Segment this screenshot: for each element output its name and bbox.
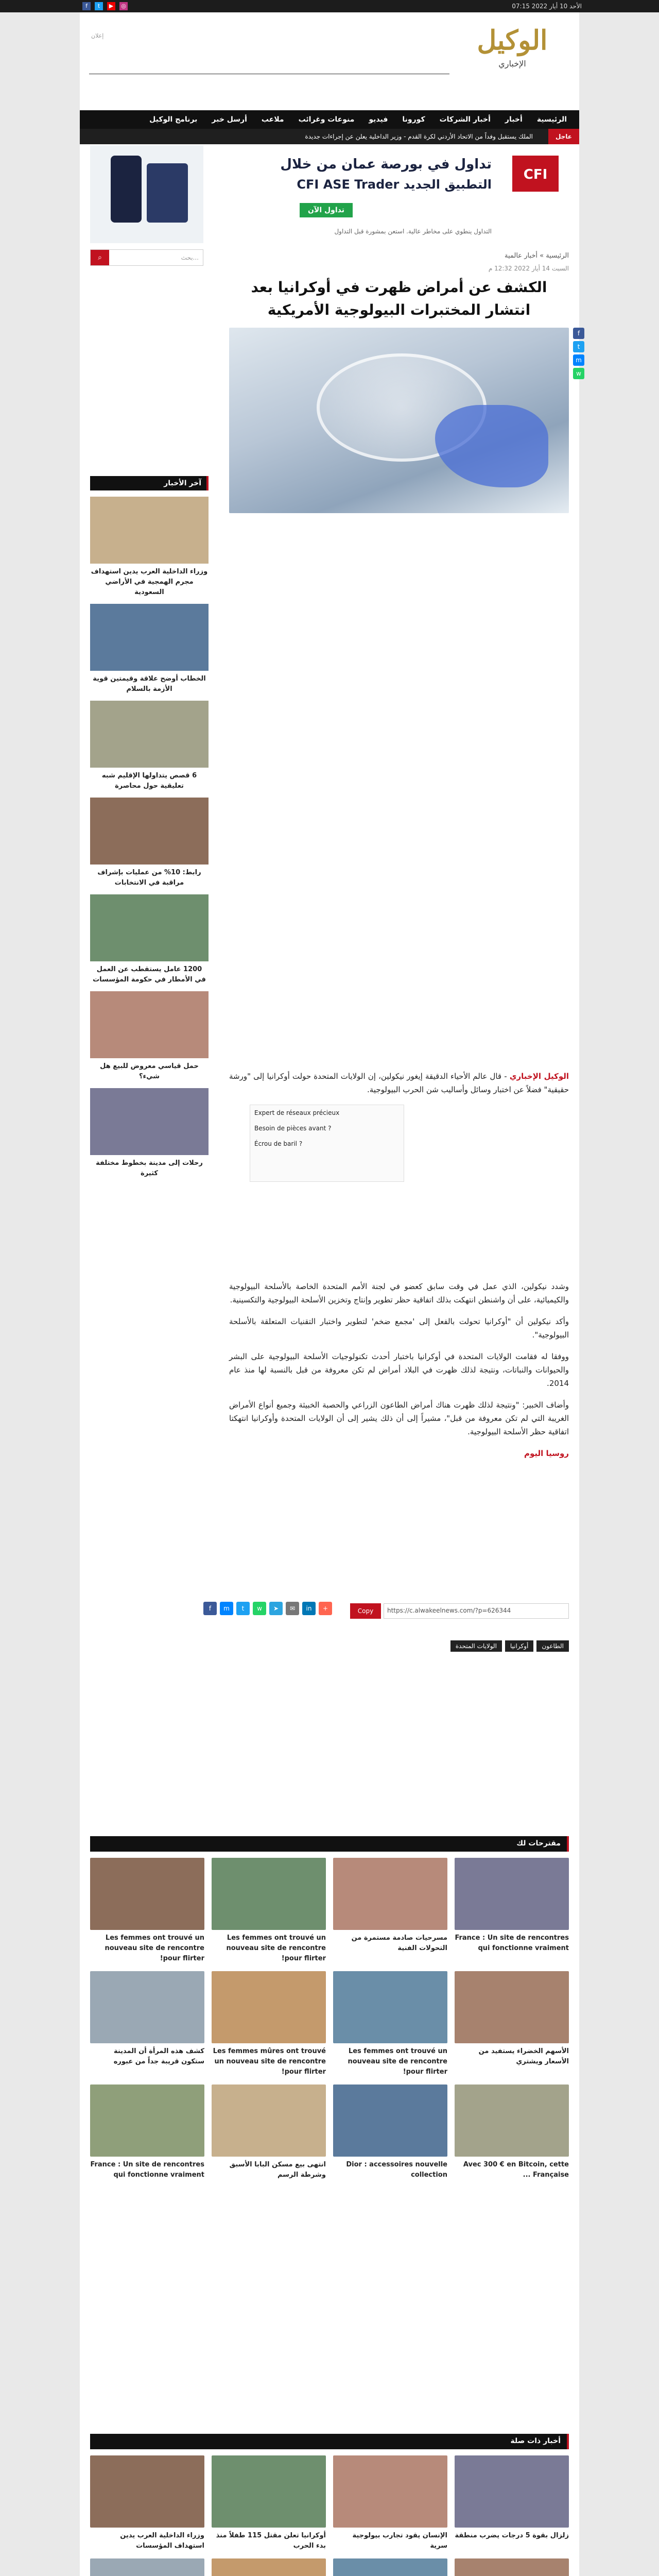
sidebar-thumbnail[interactable] [90, 894, 209, 961]
latest-thumbnail[interactable] [212, 2455, 326, 2528]
related-card[interactable] [212, 2084, 326, 2180]
latest-thumbnail[interactable] [90, 2455, 204, 2528]
banner-disclaimer: التداول ينطوي على مخاطر عالية. استعن بمشورة قبل التداول [334, 228, 492, 235]
latest-card[interactable] [212, 2455, 326, 2551]
sidebar-thumbnail[interactable] [90, 701, 209, 768]
whatsapp-share-icon[interactable]: w [573, 368, 584, 379]
related-thumbnail[interactable] [212, 1971, 326, 2043]
tag-link[interactable]: الطاعون [536, 1640, 569, 1652]
facebook-icon[interactable]: f [203, 1602, 217, 1615]
sidebar-news-item[interactable] [90, 701, 209, 791]
related-card[interactable] [90, 2084, 204, 2180]
latest-card[interactable] [333, 2455, 447, 2551]
related-thumbnail[interactable] [333, 1858, 447, 1930]
paragraph-1 [229, 1070, 569, 1096]
nav-item[interactable]: كورونا [402, 115, 425, 124]
related-thumbnail[interactable] [333, 1971, 447, 2043]
sidebar [90, 476, 209, 1179]
sidebar-caption[interactable]: رابط: 10% من عمليات بإشراف مراقبة في الانتخابات [97, 869, 201, 887]
nav-item[interactable]: برنامج الوكيل [149, 115, 198, 124]
latest-thumbnail[interactable] [333, 2455, 447, 2528]
related-card[interactable] [333, 2084, 447, 2180]
nav-item[interactable]: أخبار [505, 115, 523, 124]
instagram-icon[interactable]: ◎ [119, 2, 128, 10]
sidebar-news-item[interactable] [90, 894, 209, 985]
nav-item[interactable]: فيديو [369, 115, 388, 124]
related-thumbnail[interactable] [212, 1858, 326, 1930]
linkedin-icon[interactable]: in [302, 1602, 316, 1615]
latest-card[interactable] [212, 2558, 326, 2576]
related-thumbnail[interactable] [90, 2084, 204, 2157]
tag-link[interactable]: الولايات المتحدة [450, 1640, 502, 1652]
related-caption[interactable]: كشف هذه المرأة أن المدينة ستكون قريبة جداً من عبوره [113, 2047, 204, 2065]
latest-thumbnail[interactable] [333, 2558, 447, 2576]
latest-heading: أخبار ذات صلة [90, 2434, 569, 2449]
related-caption[interactable]: France : Un site de rencontres qui fonctionne vraiment [455, 1934, 569, 1952]
telegram-icon[interactable]: ➤ [269, 1602, 283, 1615]
site-logo[interactable] [466, 23, 559, 79]
ticker-label: عاجل [548, 129, 579, 144]
top-date: الأحد 10 أيار 2022 07:15 [512, 3, 582, 10]
latest-card[interactable] [333, 2558, 447, 2576]
whatsapp-icon[interactable]: w [253, 1602, 266, 1615]
breadcrumb[interactable]: الرئيسية » أخبار عالمية [504, 252, 569, 260]
search-input[interactable]: بحث... [181, 254, 199, 261]
breaking-ticker [80, 129, 579, 144]
header-ad-text: إعلان [91, 32, 104, 39]
inline-ad-line1: Expert de réseaux précieux [254, 1109, 340, 1116]
glove-graphic [435, 405, 548, 487]
main-nav [80, 110, 579, 129]
latest-card[interactable] [90, 2455, 204, 2551]
top-bar [0, 0, 659, 12]
related-thumbnail[interactable] [455, 2084, 569, 2157]
related-caption[interactable]: الأسهم الخضراء يستفيد من الأسعار ويشتري [478, 2047, 569, 2065]
source-lead[interactable]: الوكيل الإخباري [509, 1072, 569, 1081]
related-thumbnail[interactable] [333, 2084, 447, 2157]
article [229, 265, 582, 1468]
latest-thumbnail[interactable] [455, 2455, 569, 2528]
related-card[interactable] [333, 1858, 447, 1964]
article-hero-image [229, 328, 569, 513]
social-links [82, 2, 128, 10]
related-caption[interactable]: Les femmes mûres ont trouvé un nouveau site de rencontre pour flirter! [213, 2047, 326, 2076]
copy-button[interactable]: Copy [350, 1603, 381, 1619]
sidebar-thumbnail[interactable] [90, 1088, 209, 1155]
related-card[interactable] [90, 1971, 204, 2077]
latest-card[interactable] [90, 2558, 204, 2576]
latest-card[interactable] [455, 2558, 569, 2576]
tags [450, 1640, 569, 1652]
paragraph-5: وأضاف الخبير: "ونتيجة لذلك ظهرت هناك أمراض الطاعون الزراعي والحصبة الخبيثة وجميع أنواع الأمراض الغريبة التي لم تكن معروفة من قبل"، مشيراً إلى أن ذلك يشير إلى أن الولايات المتحدة وأوكرانيا انتهكتا اتفاقية حظر الأسلحة البيولوجية. [229, 1400, 569, 1436]
facebook-icon[interactable]: f [82, 2, 91, 10]
related-heading: مقترحات لك [90, 1836, 569, 1852]
related-caption[interactable]: France : Un site de rencontres qui fonctionne vraiment [90, 2161, 204, 2179]
nav-item[interactable]: أخبار الشركات [439, 115, 491, 124]
nav-item[interactable]: أرسل خبر [212, 115, 247, 124]
sidebar-news-item[interactable] [90, 604, 209, 694]
related-card[interactable] [455, 2084, 569, 2180]
logo-subtext: الإخباري [498, 59, 526, 69]
related-caption[interactable]: Dior : accessoires nouvelle collection [346, 2161, 447, 2179]
page [80, 12, 582, 2576]
related-card[interactable] [212, 1971, 326, 2077]
related-caption[interactable]: Les femmes ont trouvé un nouveau site de rencontre pour flirter! [226, 1934, 326, 1962]
logo-text: الوكيل [477, 25, 548, 56]
related-thumbnail[interactable] [455, 1858, 569, 1930]
article-title: الكشف عن أمراض ظهرت في أوكرانيا بعد انتشار المختبرات البيولوجية الأمريكية [251, 279, 547, 318]
nav-item[interactable]: منوعات وغرائب [298, 115, 355, 124]
search-box[interactable] [90, 249, 203, 266]
related-caption[interactable]: Les femmes ont trouvé un nouveau site de rencontre pour flirter! [105, 1934, 204, 1962]
sidebar-news-item[interactable] [90, 497, 209, 598]
sidebar-caption[interactable]: 1200 عامل يستقطب عن العمل في الأمطار في حكومة المؤسسات [93, 965, 206, 984]
sidebar-news-item[interactable] [90, 991, 209, 1082]
latest-caption[interactable]: زلزال بقوة 5 درجات يضرب منطقة [455, 2532, 569, 2539]
related-thumbnail[interactable] [90, 1858, 204, 1930]
sidebar-caption[interactable]: حمل قياسي معروض للبيع هل شيء؟ [100, 1062, 199, 1080]
inline-ad-line2: Besoin de pièces avant ? [254, 1125, 332, 1132]
sidebar-caption[interactable]: 6 قصص يتداولها الإقليم شبه تعليقية حول محاصرة [101, 772, 197, 790]
sidebar-caption[interactable]: الخطاب أوضح علاقة وقيمتين قوية الأزمة بالسلام [93, 675, 206, 693]
related-caption[interactable]: انتهى بيع مسكن البابا الأسبق وشرطة الرسم [229, 2161, 326, 2179]
share-row [203, 1602, 332, 1615]
banner-cta-button[interactable]: تداول الآن [300, 203, 353, 217]
latest-thumbnail[interactable] [212, 2558, 326, 2576]
related-caption[interactable]: مسرحيات صادمة مستمرة من التحولات الفنية [351, 1934, 447, 1952]
latest-card[interactable] [455, 2455, 569, 2551]
sidebar-news-item[interactable] [90, 1088, 209, 1179]
related-section [90, 1836, 569, 2180]
related-card[interactable] [455, 1858, 569, 1964]
sidebar-thumbnail[interactable] [90, 604, 209, 671]
sidebar-news-item[interactable] [90, 798, 209, 888]
paragraph-1-text: - قال عالم الأحياء الدقيقة إيغور نيكولين، إن الولايات المتحدة حولت أوكرانيا إلى "ورشة حقيقية" فضلاً عن اختبار وسائل وأساليب شن الحرب البيولوجية. [229, 1072, 569, 1094]
related-caption[interactable]: Avec 300 € en Bitcoin, cette Française ... [463, 2161, 569, 2179]
sidebar-caption[interactable]: رحلات إلى مدينة بخطوط مختلفة كثيرة [96, 1159, 203, 1177]
sidebar-thumbnail[interactable] [90, 991, 209, 1058]
inline-ad[interactable] [250, 1105, 404, 1182]
banner-line1: تداول في بورصة عمان من خلال [280, 157, 492, 172]
banner-line2: التطبيق الجديد CFI ASE Trader [297, 177, 492, 192]
related-caption[interactable]: Les femmes ont trouvé un nouveau site de rencontre pour flirter! [348, 2047, 447, 2076]
related-thumbnail[interactable] [455, 1971, 569, 2043]
latest-caption[interactable]: الإنسان يقود تجارب بيولوجية سرية [352, 2532, 447, 2550]
shortlink-field[interactable]: https://c.alwakeelnews.com/?p=626344 [384, 1603, 569, 1619]
email-icon[interactable]: ✉ [286, 1602, 299, 1615]
tag-link[interactable]: أوكرانيا [505, 1640, 533, 1652]
sidebar-thumbnail[interactable] [90, 497, 209, 564]
twitter-icon[interactable]: t [236, 1602, 250, 1615]
inline-ad-line3: Écrou de baril ? [254, 1140, 303, 1147]
ticker-text[interactable]: الملك يستقبل وفداً من الاتحاد الأردني لكرة القدم - وزير الداخلية يعلن عن إجراءات جديدة [305, 133, 533, 140]
sidebar-caption[interactable]: وزراء الداخلية العرب يدين استهداف مجرم الهمجية في الأراضي السعودية [91, 568, 208, 596]
header [80, 12, 579, 105]
search-icon[interactable]: ⌕ [91, 250, 109, 265]
paragraph-2: وشدد نيكولين، الذي عمل في وقت سابق كعضو في لجنة الأمم المتحدة الخاصة بالأسلحة البيولوجية والكيميائية، على أن واشنطن انتهكت بذلك اتفاقية حظر تطوير وإنتاج وتخزين الأسلحة البيولوجية والتكسينية. [229, 1282, 569, 1304]
sidebar-thumbnail[interactable] [90, 798, 209, 865]
facebook-share-icon[interactable]: f [573, 328, 584, 339]
sidebar-heading: آخر الأخبار [90, 476, 209, 490]
more-share-icon[interactable]: + [319, 1602, 332, 1615]
youtube-icon[interactable]: ▶ [107, 2, 115, 10]
messenger-icon[interactable]: m [220, 1602, 233, 1615]
messenger-share-icon[interactable]: m [573, 354, 584, 366]
related-thumbnail[interactable] [90, 1971, 204, 2043]
svg-text:CFI: CFI [523, 167, 548, 182]
latest-thumbnail[interactable] [90, 2558, 204, 2576]
paragraph-4: ووفقا له فقامت الولايات المتحدة في أوكرانيا باختبار أحدث تكنولوجيات الأسلحة البيولوجية على البشر والحيوانات والنباتات، ونتيجة لذلك ظهرت في البلاد أمراض لم تكن معروفة من قبل بالنسبة لها منذ عام 2014. [229, 1352, 569, 1388]
latest-thumbnail[interactable] [455, 2558, 569, 2576]
related-card[interactable] [455, 1971, 569, 2077]
latest-caption[interactable]: وزراء الداخلية العرب يدين استهداف المؤسسات [120, 2532, 204, 2550]
side-share-bar [572, 328, 584, 381]
related-card[interactable] [212, 1858, 326, 1964]
article-meta: السبت 14 أيار 2022 12:32 م [488, 265, 569, 272]
related-card[interactable] [90, 1858, 204, 1964]
related-thumbnail[interactable] [212, 2084, 326, 2157]
latest-caption[interactable]: أوكرانيا تعلن مقتل 115 طفلاً منذ بدء الحرب [216, 2532, 326, 2550]
article-source[interactable]: روسيا اليوم [524, 1449, 569, 1458]
twitter-share-icon[interactable]: t [573, 341, 584, 352]
latest-section [90, 2434, 569, 2576]
header-ad[interactable] [89, 30, 449, 74]
twitter-icon[interactable]: t [95, 2, 103, 10]
nav-item[interactable]: الرئيسية [536, 115, 567, 124]
paragraph-3: وأكد نيكولين أن "أوكرانيا تحولت بالفعل إلى 'مجمع ضخم' لتطوير واختبار التقنيات المتعلقة بالأسلحة البيولوجية". [229, 1317, 569, 1340]
related-card[interactable] [333, 1971, 447, 2077]
nav-item[interactable]: ملاعب [261, 115, 284, 124]
promo-banner[interactable] [80, 145, 579, 243]
